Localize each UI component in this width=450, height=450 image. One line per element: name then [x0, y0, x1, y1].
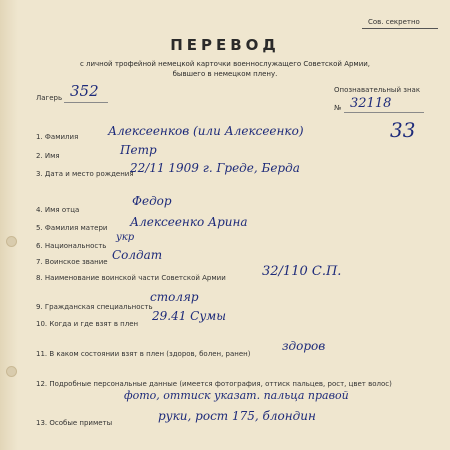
field-value-profession: столяр [150, 290, 199, 304]
field-label-condition: 11. В каком состоянии взят в плен (здоров, болен, ранен) [36, 350, 251, 358]
margin-note: 33 [390, 118, 416, 142]
field-value-special-marks: руки, рост 175, блондин [158, 409, 316, 423]
camp-label: Лагерь [36, 94, 63, 102]
field-label-profession: 9. Гражданская специальность [36, 303, 153, 311]
field-value-condition: здоров [282, 339, 326, 353]
tag-underline [344, 112, 424, 113]
field-value-mother-surname: Алексеенко Арина [130, 215, 248, 229]
tag-label: Опознавательный знак [334, 86, 421, 94]
field-label-nationality: 6. Национальность [36, 242, 107, 250]
punch-hole-icon [6, 366, 17, 377]
tag-number-sign: № [334, 104, 342, 112]
tag-value: 32118 [350, 96, 392, 111]
field-label-personal-data: 12. Подробные персональные данные (имеется фотография, оттиск пальцев, рост, цвет волос) [36, 380, 392, 388]
field-value-first-name: Петр [120, 143, 157, 157]
field-value-surname: Алексеенков (или Алексеенко) [108, 124, 304, 138]
document-title: ПЕРЕВОД [170, 36, 280, 54]
field-label-father-name: 4. Имя отца [36, 206, 80, 214]
field-label-first-name: 2. Имя [36, 152, 60, 160]
field-value-capture: 29.41 Сумы [152, 309, 227, 323]
camp-value: 352 [70, 82, 99, 100]
field-value-father-name: Федор [132, 194, 172, 208]
document-subtitle-line-2: бывшего в немецком плену. [172, 70, 278, 78]
punch-hole-icon [6, 236, 17, 247]
classification-stamp: Сов. секретно [368, 18, 420, 26]
camp-underline [64, 102, 108, 103]
field-label-mother-surname: 5. Фамилия матери [36, 224, 108, 232]
field-label-rank: 7. Воинское звание [36, 258, 108, 266]
document-subtitle-line-1: с личной трофейной немецкой карточки военнослужащего Советской Армии, [79, 60, 371, 68]
field-value-nationality: укр [116, 232, 135, 243]
field-value-personal-data: фото, оттиск указат. пальца правой [124, 389, 349, 402]
field-label-unit: 8. Наименование воинской части Советской Армии [36, 274, 226, 282]
field-value-unit: 32/110 С.П. [262, 264, 342, 279]
field-value-birth: 22/11 1909 г. Греде, Берда [130, 161, 300, 175]
field-label-birth: 3. Дата и место рождения [36, 170, 134, 178]
field-value-rank: Солдат [112, 248, 163, 262]
classification-underline [362, 28, 438, 29]
field-label-special-marks: 13. Особые приметы [36, 419, 113, 427]
field-label-surname: 1. Фамилия [36, 133, 79, 141]
field-label-capture: 10. Когда и где взят в плен [36, 320, 139, 328]
